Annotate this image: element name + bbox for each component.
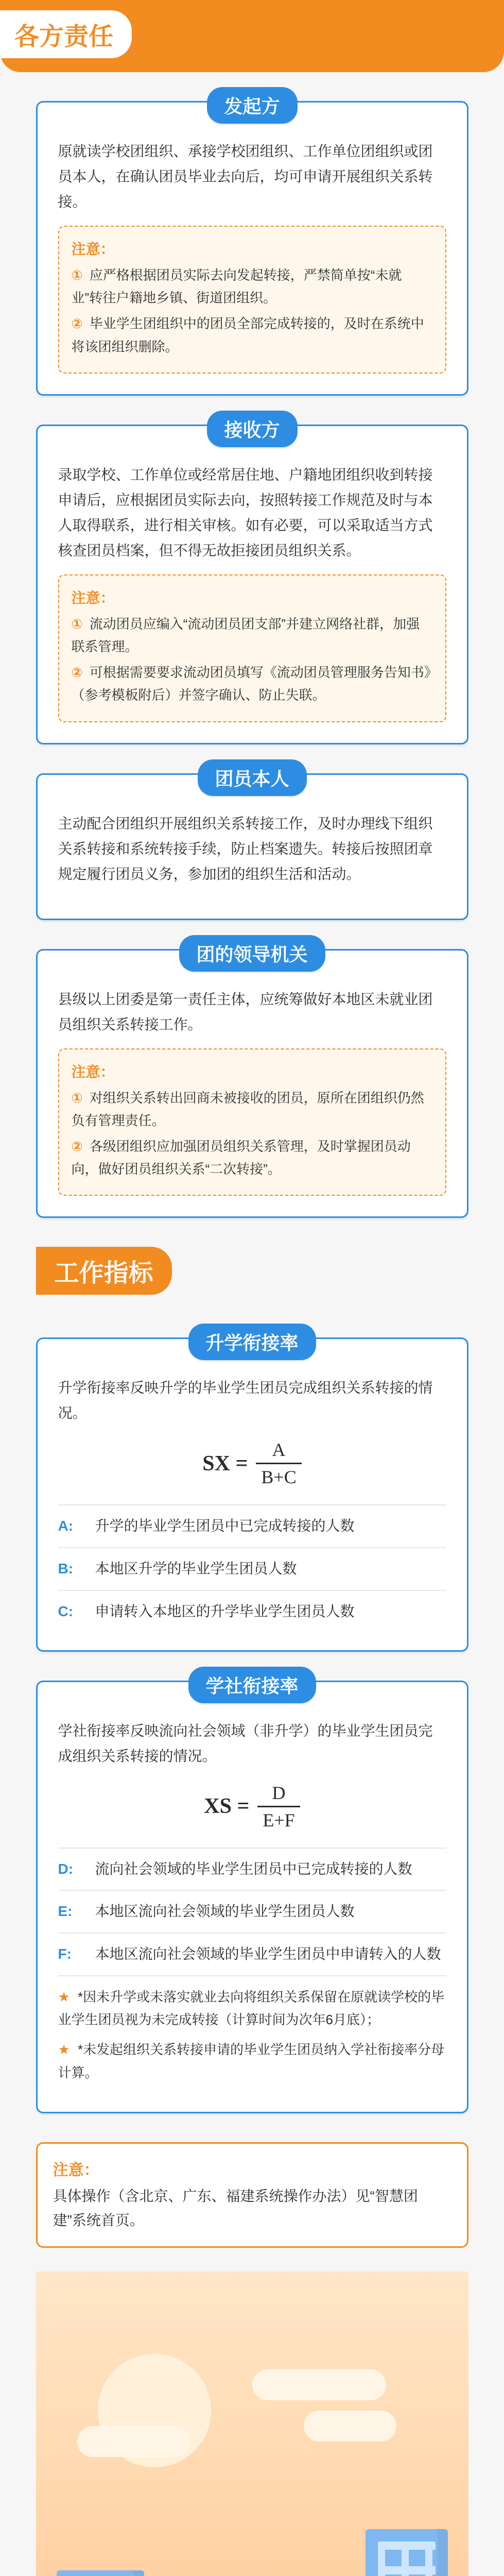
definition-row-d (58, 1858, 446, 1881)
star-icon: ★ (58, 2042, 70, 2058)
note-receiver (58, 574, 446, 722)
building-icon (57, 2570, 144, 2576)
definition-key: F: (58, 1946, 72, 1962)
fraction-denominator: B+C (261, 1467, 297, 1488)
definition-row-c (58, 1600, 446, 1623)
definition-row-e (58, 1900, 446, 1923)
paragraph-receiver: 录取学校、工作单位或经常居住地、户籍地团组织收到转接申请后，应根据团员实际去向，按照转接工作规范及时与本人取得联系，进行相关审核。如有必要，可以采取适当方式核查团员档案，但不得无故拒接团员组织关系。 (58, 466, 433, 558)
note-text: 流动团员应编入“流动团员团支部”并建立网络社群，加强联系管理。 (71, 616, 420, 654)
note-title-leader: 注意： (71, 1063, 115, 1080)
card-title-society: 学社衔接率 (188, 1667, 316, 1703)
definition-key: E: (58, 1903, 73, 1920)
card-title-origin: 发起方 (206, 87, 297, 124)
divider (58, 1848, 446, 1849)
fraction-numerator: D (272, 1782, 286, 1803)
definition-text: 升学的毕业学生团员中已完成转接的人数 (95, 1518, 355, 1534)
definition-key: C: (58, 1603, 74, 1619)
content (36, 96, 468, 2576)
note-index: ② (71, 665, 83, 681)
paragraph-leader: 县级以上团委是第一责任主体，应统筹做好本地区未就业团员组织关系转接工作。 (58, 991, 433, 1032)
formula-lhs: XS = (204, 1794, 250, 1819)
section-tag-responsibility: 各方责任 (0, 10, 132, 58)
card-origin (36, 96, 468, 396)
definition-key: D: (58, 1860, 74, 1877)
paragraph-society: 学社衔接率反映流向社会领域（非升学）的毕业学生团员完成组织关系转接的情况。 (58, 1722, 433, 1764)
note-item-leader-2 (72, 1135, 433, 1180)
note-item-receiver-2 (72, 661, 433, 706)
definition-text: 本地区流向社会领域的毕业学生团员人数 (95, 1903, 355, 1920)
card-title-leader: 团的领导机关 (179, 935, 325, 972)
star-icon: ★ (58, 1989, 70, 2005)
star-note-text: *因未升学或未落实就业去向将组织关系保留在原就读学校的毕业学生团员视为未完成转接（计算时间为次年6月底）； (58, 1989, 445, 2028)
note-index: ① (71, 1090, 83, 1106)
paragraph-member: 主动配合团组织开展组织关系转接工作，及时办理线下组织关系转接和系统转接手续，防止档案遗失。转接后按照团章规定履行团员义务，参加团的组织生活和活动。 (58, 815, 433, 882)
card-leader (36, 943, 468, 1218)
note-title-receiver: 注意： (71, 589, 115, 606)
note-item-receiver-1 (72, 613, 433, 658)
graduates-illustration (36, 2272, 468, 2576)
cloud-icon (304, 2411, 396, 2442)
note-item-origin-2 (72, 312, 433, 358)
note-origin (58, 226, 446, 374)
note-title-origin: 注意： (71, 241, 115, 257)
note-text: 毕业学生团组织中的团员全部完成转接的，及时在系统中将该团组织删除。 (71, 316, 424, 354)
formula-lhs: SX = (202, 1451, 248, 1476)
fraction-denominator: E+F (263, 1809, 295, 1831)
divider (58, 1547, 446, 1548)
paragraph-origin: 原就读学校团组织、承接学校团组织、工作单位团组织或团员本人，在确认团员毕业去向后，均可申请开展组织关系转接。 (58, 143, 433, 210)
note-item-leader-1 (72, 1087, 433, 1132)
divider (58, 1504, 446, 1505)
note-leader (58, 1048, 446, 1196)
definition-key: B: (58, 1561, 74, 1577)
note-item-origin-1 (72, 264, 433, 309)
definition-text: 流向社会领域的毕业学生团员中已完成转接的人数 (95, 1860, 412, 1877)
note-text: 各级团组织应加强团员组织关系管理，及时掌握团员动向，做好团员组织关系“二次转接”。 (71, 1138, 411, 1177)
card-receiver (36, 419, 468, 744)
cloud-icon (252, 2369, 386, 2400)
card-title-receiver: 接收方 (206, 411, 297, 447)
fraction (256, 1437, 301, 1490)
operation-note-title: 注意： (53, 2161, 99, 2179)
divider (58, 1933, 446, 1934)
paragraph-promotion: 升学衔接率反映升学的毕业学生团员完成组织关系转接的情况。 (58, 1380, 433, 1421)
note-text: 应严格根据团员实际去向发起转接，严禁简单按“未就业”转往户籍地乡镇、街道团组织。 (71, 267, 402, 306)
note-index: ② (71, 316, 83, 332)
operation-note (36, 2142, 468, 2248)
formula-promotion (58, 1437, 446, 1490)
definition-text: 本地区升学的毕业学生团员人数 (95, 1561, 297, 1577)
definition-key: A: (58, 1518, 74, 1534)
operation-note-text: 具体操作（含北京、广东、福建系统操作办法）见“智慧团建”系统首页。 (53, 2188, 418, 2229)
note-text: 对组织关系转出回商未被接收的团员，原所在团组织仍然负有管理责任。 (71, 1090, 424, 1128)
card-member (36, 768, 468, 920)
formula-society (58, 1780, 446, 1833)
definition-row-a (58, 1515, 446, 1538)
note-text: 可根据需要要求流动团员填写《流动团员管理服务告知书》（参考模板附后）并签字确认、防止失联。 (71, 665, 431, 703)
card-title-promotion: 升学衔接率 (188, 1324, 316, 1360)
building-icon (366, 2529, 448, 2576)
fraction-numerator: A (272, 1439, 286, 1461)
cloud-icon (77, 2426, 190, 2457)
note-index: ② (71, 1138, 83, 1154)
note-index: ① (71, 616, 83, 632)
star-note-2 (58, 2038, 446, 2083)
card-metric-promotion (36, 1332, 468, 1651)
divider (58, 1975, 446, 1976)
metrics-tag-wrap (36, 1247, 468, 1309)
definition-text: 申请转入本地区的升学毕业学生团员人数 (95, 1603, 355, 1619)
divider (58, 1890, 446, 1891)
card-title-member: 团员本人 (197, 759, 306, 796)
divider (58, 1590, 446, 1591)
card-metric-society (36, 1675, 468, 2113)
star-note-text: *未发起组织关系转接申请的毕业学生团员纳入学社衔接率分母计算。 (58, 2042, 445, 2080)
definition-row-f (58, 1943, 446, 1966)
definition-text: 本地区流向社会领域的毕业学生团员中申请转入的人数 (95, 1946, 441, 1962)
note-index: ① (71, 267, 83, 283)
top-band (0, 0, 504, 72)
definition-row-b (58, 1557, 446, 1581)
section-tag-metrics: 工作指标 (36, 1247, 172, 1295)
star-note-1 (58, 1986, 446, 2031)
fraction (257, 1780, 300, 1833)
